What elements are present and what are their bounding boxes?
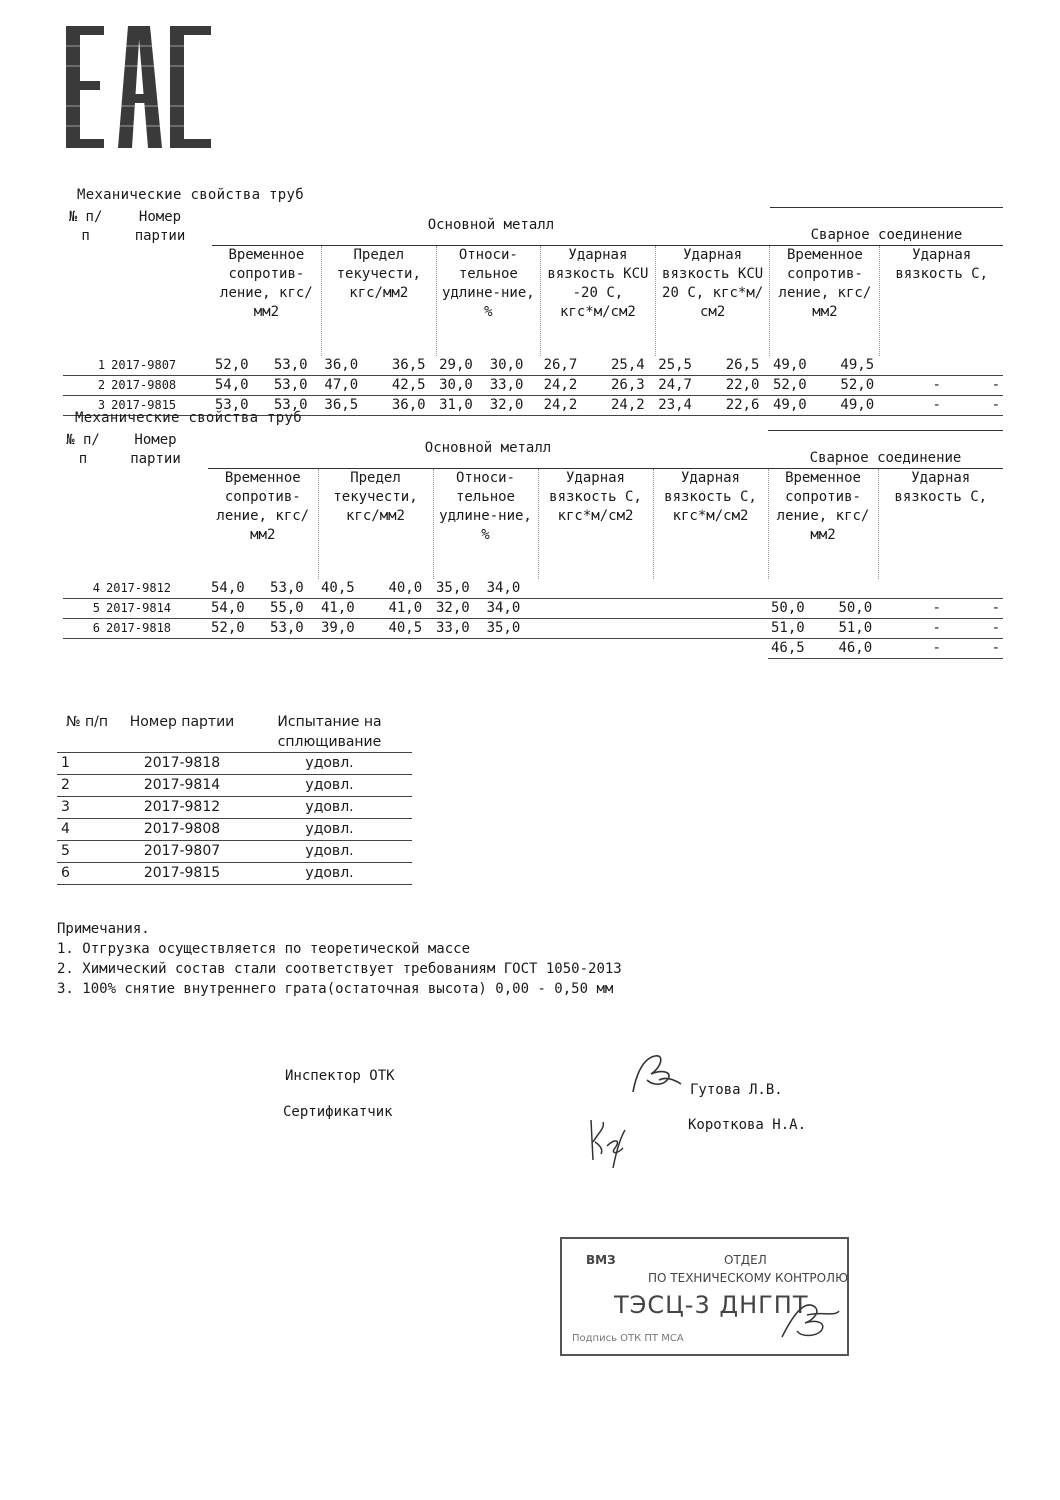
inspector-signature-icon — [625, 1050, 685, 1100]
stamp-signature-icon — [777, 1297, 842, 1347]
certifier-name: Короткова Н.А. — [688, 1117, 807, 1133]
table-row: 1 2017-9807 52,0 53,0 36,0 36,5 29,0 30,0 26,7 25,4 25,5 26,5 49,0 49,5 — [63, 356, 1003, 376]
inspector-name: Гутова Л.В. — [690, 1082, 783, 1098]
stamp-line4: Подпись ОТК ПТ МСА — [572, 1333, 684, 1344]
table-row: 4 2017-9812 54,0 53,0 40,5 40,0 35,0 34,0 — [63, 579, 1003, 599]
tensile-header: Временное сопротив-ление, кгс/мм2 — [220, 247, 313, 320]
col-no-header: № п/п — [57, 712, 117, 753]
table-row: 5 2017-9807 удовл. — [57, 841, 412, 863]
note-item: 3. 100% снятие внутреннего грата(остаточная высота) 0,00 - 0,50 мм — [57, 981, 614, 997]
impact-1-header: Ударная вязкость С, кгс*м/см2 — [538, 469, 653, 579]
table-row: 2 2017-9808 54,0 53,0 47,0 42,5 30,0 33,0 24,2 26,3 24,7 22,0 52,0 52,0 - - — [63, 375, 1003, 395]
stamp-logo: ВМЗ — [586, 1253, 616, 1267]
elongation-header: Относи-тельное удлине-ние, % — [436, 246, 540, 356]
table-row: 6 2017-9818 52,0 53,0 39,0 40,5 33,0 35,0 51,0 51,0 - - — [63, 618, 1003, 638]
table-row: 3 2017-9815 53,0 53,0 36,5 36,0 31,0 32,0 24,2 24,2 23,4 22,6 49,0 49,0 - - — [63, 395, 1003, 415]
weld-header: Сварное соединение — [768, 431, 1003, 469]
col-no-header: № п/п — [68, 208, 103, 244]
weld-header: Сварное соединение — [770, 208, 1003, 246]
table-row: 46,5 46,0 - - — [63, 638, 1003, 658]
note-item: 2. Химический состав стали соответствует требованиям ГОСТ 1050-2013 — [57, 961, 622, 977]
table1-title: Механические свойства труб — [77, 187, 304, 203]
stamp-line2: ПО ТЕХНИЧЕСКОМУ КОНТРОЛЮ — [648, 1271, 849, 1285]
yield-header: Предел текучести, кгс/мм2 — [318, 469, 433, 579]
flattening-test-table — [57, 712, 412, 885]
col-test-header: Испытание на сплющивание — [247, 712, 412, 753]
weld-impact-header: Ударная вязкость С, — [880, 246, 1003, 356]
table-row: 1 2017-9818 удовл. — [57, 753, 412, 775]
col-no-header: № п/п — [66, 431, 100, 467]
table-row: 6 2017-9815 удовл. — [57, 863, 412, 885]
table2-title: Механические свойства труб — [75, 410, 302, 426]
inspector-label: Инспектор ОТК — [285, 1068, 395, 1084]
col-batch-header: Номер партии — [134, 208, 186, 244]
impact-20-header: Ударная вязкость KCU 20 С, кгс*м/см2 — [655, 246, 770, 356]
table-row: 2 2017-9814 удовл. — [57, 775, 412, 797]
weld-tensile-header: Временное сопротив-ление, кгс/мм2 — [770, 246, 880, 356]
elongation-header: Относи-тельное удлине-ние, % — [433, 469, 538, 579]
certifier-label: Сертификатчик — [283, 1104, 393, 1120]
yield-header: Предел текучести, кгс/мм2 — [321, 246, 436, 356]
impact-minus20-header: Ударная вязкость KCU -20 С, кгс*м/см2 — [541, 246, 656, 356]
notes-section — [57, 919, 622, 999]
certifier-signature-icon — [585, 1110, 635, 1170]
table-row: 3 2017-9812 удовл. — [57, 797, 412, 819]
mech-props-table-2 — [63, 430, 1003, 659]
table-row: 5 2017-9814 54,0 55,0 41,0 41,0 32,0 34,0 50,0 50,0 - - — [63, 598, 1003, 618]
weld-tensile-header: Временное сопротив-ление, кгс/мм2 — [768, 469, 878, 579]
mech-props-table-1 — [63, 207, 1003, 416]
base-metal-header: Основной металл — [208, 431, 768, 469]
col-batch-header: Номер партии — [130, 431, 181, 467]
stamp-line1: ОТДЕЛ — [724, 1253, 767, 1267]
notes-title: Примечания. — [57, 921, 150, 937]
weld-impact-header: Ударная вязкость С, — [878, 469, 1003, 579]
col-batch-header: Номер партии — [117, 712, 247, 753]
note-item: 1. Отгрузка осуществляется по теоретической массе — [57, 941, 471, 957]
tensile-header: Временное сопротив-ление, кгс/мм2 — [216, 470, 310, 543]
eac-logo — [66, 26, 211, 148]
otk-stamp — [560, 1237, 849, 1356]
stamp-line3: ТЭСЦ-3 ДНГПТ — [614, 1291, 809, 1319]
impact-2-header: Ударная вязкость С, кгс*м/см2 — [653, 469, 768, 579]
table-row: 4 2017-9808 удовл. — [57, 819, 412, 841]
base-metal-header: Основной металл — [212, 208, 770, 246]
